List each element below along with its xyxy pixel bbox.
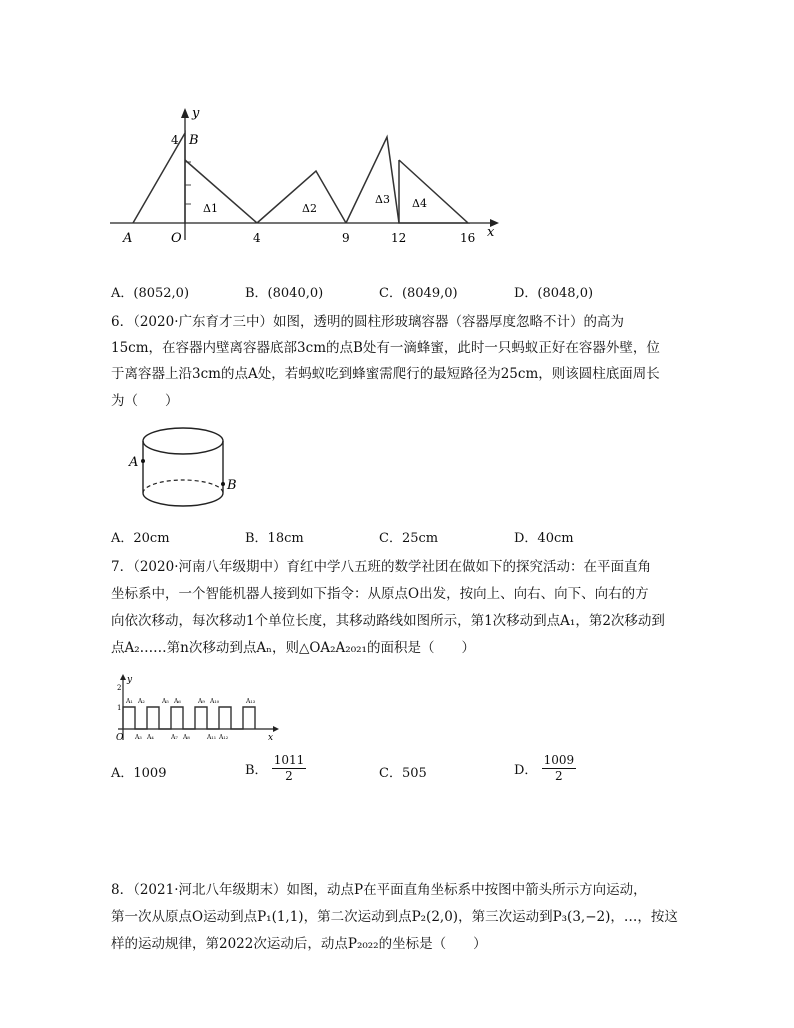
q6-line-1: 6．（2020·广东育才三中）如图，透明的圆柱形玻璃容器（容器厚度忽略不计）的高为 bbox=[111, 314, 624, 330]
svg-text:2: 2 bbox=[117, 684, 122, 692]
svg-text:A₇: A₇ bbox=[171, 734, 178, 741]
label-tri1: Δ1 bbox=[203, 202, 218, 215]
tick-label-12: 12 bbox=[391, 231, 407, 245]
svg-text:A₂: A₂ bbox=[138, 698, 145, 705]
q7-option-b[interactable]: B． $\frac{1011}{2}$ bbox=[245, 753, 305, 783]
svg-text:A₃: A₃ bbox=[135, 734, 142, 741]
q5-option-d[interactable]: D．(8048,0) bbox=[514, 286, 594, 301]
svg-text:A₁₂: A₁₂ bbox=[219, 734, 229, 741]
robot-path-figure bbox=[113, 672, 283, 744]
cylinder-label-A: A bbox=[129, 455, 139, 470]
tick-label-4: 4 bbox=[253, 231, 261, 245]
q6-line-2: 15cm，在容器内壁离容器底部3cm的点B处有一滴蜂蜜，此时一只蚂蚁正好在容器外壁，位 bbox=[111, 340, 660, 356]
svg-text:A₁: A₁ bbox=[126, 698, 133, 705]
q8-line-1: 8．（2021·河北八年级期末）如图，动点P在平面直角坐标系中按图中箭头所示方向运动， bbox=[111, 882, 647, 898]
svg-text:A₁₃: A₁₃ bbox=[246, 698, 256, 705]
q6-option-d[interactable]: D．40cm bbox=[514, 531, 574, 546]
q7-line-2: 坐标系中，一个智能机器人接到如下指令：从原点O出发，按向上、向右、向下、向右的方 bbox=[111, 586, 649, 602]
q7-option-c[interactable]: C．505 bbox=[379, 766, 427, 781]
y-axis-arrow bbox=[181, 108, 189, 118]
label-A: A bbox=[123, 231, 133, 246]
svg-text:O: O bbox=[116, 733, 124, 743]
label-tri4: Δ4 bbox=[412, 197, 427, 210]
q6-line-3: 于离容器上沿3cm的点A处，若蚂蚁吃到蜂蜜需爬行的最短路径为25cm，则该圆柱底面周长 bbox=[111, 366, 660, 382]
q5-option-b[interactable]: B．(8040,0) bbox=[245, 286, 324, 301]
cylinder-figure bbox=[125, 420, 245, 520]
svg-text:y: y bbox=[127, 675, 133, 685]
q6-option-a[interactable]: A．20cm bbox=[111, 531, 170, 546]
q6-option-b[interactable]: B．18cm bbox=[245, 531, 304, 546]
cylinder-label-B: B bbox=[227, 478, 237, 493]
triangle-1 bbox=[185, 160, 257, 223]
q7-line-3: 向依次移动，每次移动1个单位长度，其移动路线如图所示，第1次移动到点A₁，第2次移动到 bbox=[111, 613, 665, 629]
svg-text:A₅: A₅ bbox=[162, 698, 169, 705]
label-tri2: Δ2 bbox=[302, 202, 317, 215]
svg-text:A₈: A₈ bbox=[183, 734, 190, 741]
q8-line-3: 样的运动规律，第2022次运动后，动点P₂₀₂₂的坐标是（ ） bbox=[111, 936, 487, 952]
svg-text:A₉: A₉ bbox=[198, 698, 205, 705]
svg-text:A₁₁: A₁₁ bbox=[207, 734, 217, 741]
q6-line-4: 为（ ） bbox=[111, 393, 179, 409]
label-4: 4 bbox=[171, 133, 179, 147]
svg-text:A₁₀: A₁₀ bbox=[210, 698, 220, 705]
triangle-3 bbox=[346, 137, 399, 223]
label-B: B bbox=[189, 133, 199, 148]
q8-line-2: 第一次从原点O运动到点P₁(1,1)，第二次运动到点P₂(2,0)，第三次运动到P₃(3,−2)，…，按这 bbox=[111, 909, 678, 925]
svg-text:1: 1 bbox=[117, 704, 122, 712]
y-axis-label: y bbox=[192, 106, 200, 121]
q6-option-c[interactable]: C．25cm bbox=[379, 531, 439, 546]
q7-option-a[interactable]: A．1009 bbox=[111, 766, 167, 781]
point-B bbox=[221, 482, 225, 486]
q7-option-d[interactable]: D． $\frac{1009}{2}$ bbox=[514, 753, 575, 783]
triangles-figure bbox=[105, 100, 505, 250]
q7-line-1: 7．（2020·河南八年级期中）育红中学八五班的数学社团在做如下的探究活动：在平面直角 bbox=[111, 559, 651, 575]
tick-label-16: 16 bbox=[460, 231, 476, 245]
label-O: O bbox=[171, 231, 182, 246]
q7-line-4: 点A₂……第n次移动到点Aₙ，则△OA₂A₂₀₂₁的面积是（ ） bbox=[111, 640, 475, 656]
point-A bbox=[141, 459, 145, 463]
triangle-2 bbox=[257, 171, 346, 223]
svg-text:x: x bbox=[268, 733, 274, 743]
tick-label-9: 9 bbox=[342, 231, 350, 245]
q5-option-a[interactable]: A．(8052,0) bbox=[111, 286, 190, 301]
triangle-4 bbox=[399, 160, 468, 223]
svg-text:A₆: A₆ bbox=[174, 698, 181, 705]
q5-option-c[interactable]: C．(8049,0) bbox=[379, 286, 458, 301]
label-tri3: Δ3 bbox=[375, 193, 390, 206]
x-axis-label: x bbox=[487, 225, 495, 240]
svg-text:A₄: A₄ bbox=[147, 734, 154, 741]
